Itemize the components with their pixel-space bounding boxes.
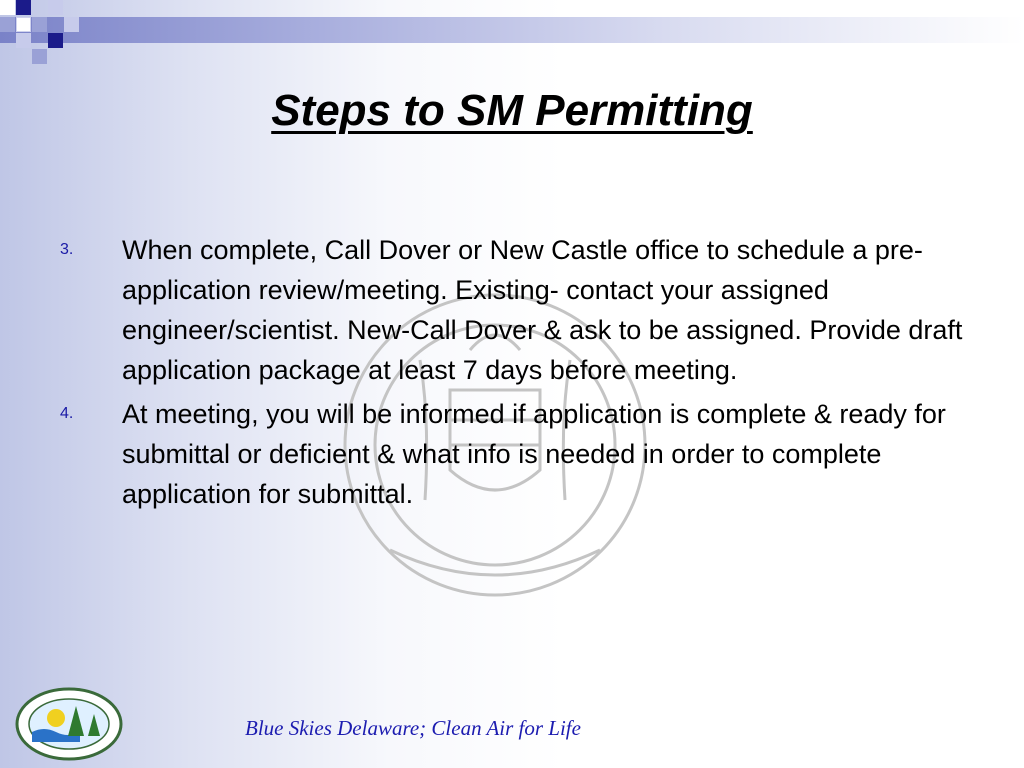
item-text: When complete, Call Dover or New Castle office to schedule a pre-application review/meeting. Existing- contact your assigned engineer/scientist. New-Call Dover & ask to be assigned. Provide draft application package at least 7 days before meeting. (122, 235, 963, 385)
item-text: At meeting, you will be informed if application is complete & ready for submittal or deficient & what info is needed in order to complete application for submittal. (122, 399, 946, 509)
footer-slogan: Blue Skies Delaware; Clean Air for Life (245, 716, 581, 740)
slide-title: Steps to SM Permitting (271, 86, 753, 135)
list-item-4 (60, 394, 970, 514)
dnrec-logo-icon (14, 686, 124, 762)
bullet-list (60, 230, 970, 518)
item-number: 3. (60, 241, 74, 258)
list-item-3 (60, 230, 970, 390)
header-bar (0, 17, 1024, 43)
item-number: 4. (60, 405, 74, 422)
corner-decoration (0, 0, 90, 70)
